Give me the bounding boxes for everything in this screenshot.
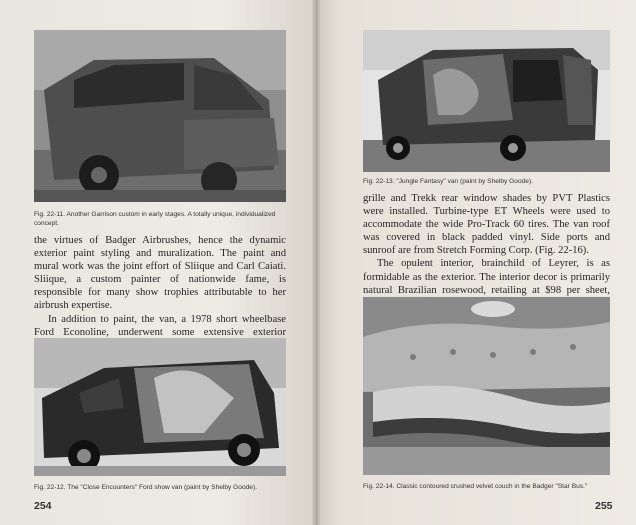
left-paragraph-2: In addition to paint, the van, a 1978 short wheelbase Ford Econoline, underwent some extensive exterior	[34, 313, 286, 338]
page-number-left: 254	[34, 500, 52, 512]
left-paragraph-1: the virtues of Badger Airbrushes, hence the dynamic exterior paint styling and muralization. The paint and mural work was the joint effort of Sliique and Carl Caiati. Sliique, a custom painter of nationwide fame, is responsible for many show trophies attributable to her airbrush expertise.	[34, 235, 286, 312]
fig-22-14-caption: Fig. 22-14. Classic contoured crushed velvet couch in the Badger "Star Bus."	[363, 483, 588, 490]
fig-22-13-photo	[363, 30, 610, 172]
left-page	[0, 0, 316, 525]
fig-22-13-caption: Fig. 22-13. "Jungle Fantasy" van (paint by Shelby Goode).	[363, 178, 533, 185]
fig-22-14-photo	[363, 297, 610, 475]
fig-22-11-caption: Fig. 22-11. Another Garrison custom in early stages. A totally unique, individualized concept.	[34, 211, 276, 227]
page-number-right: 255	[595, 500, 613, 512]
right-page	[316, 0, 636, 525]
fig-22-11-photo	[34, 30, 286, 202]
right-paragraph-2: The opulent interior, brainchild of Leyrer, is as formidable as the exterior. The interior decor is primarily natural Brazilian rosewood, retailing at $98 per sheet,	[363, 258, 610, 296]
fig-22-12-photo	[34, 338, 286, 476]
book-gutter	[312, 0, 320, 525]
right-paragraph-1: grille and Trekk rear window shades by PVT Plastics were installed. Turbine-type ET Wheels were used to accommodate the wide Pro-Track 60 tires. The van roof was covered in black padded vinyl. Side ports and sunroof are from Stretch Forming Corp. (Fig. 22-16).	[363, 193, 610, 257]
right-body-text	[363, 192, 610, 310]
fig-22-12-caption: Fig. 22-12. The "Close Encounters" Ford show van (paint by Shelby Goode).	[34, 484, 258, 491]
